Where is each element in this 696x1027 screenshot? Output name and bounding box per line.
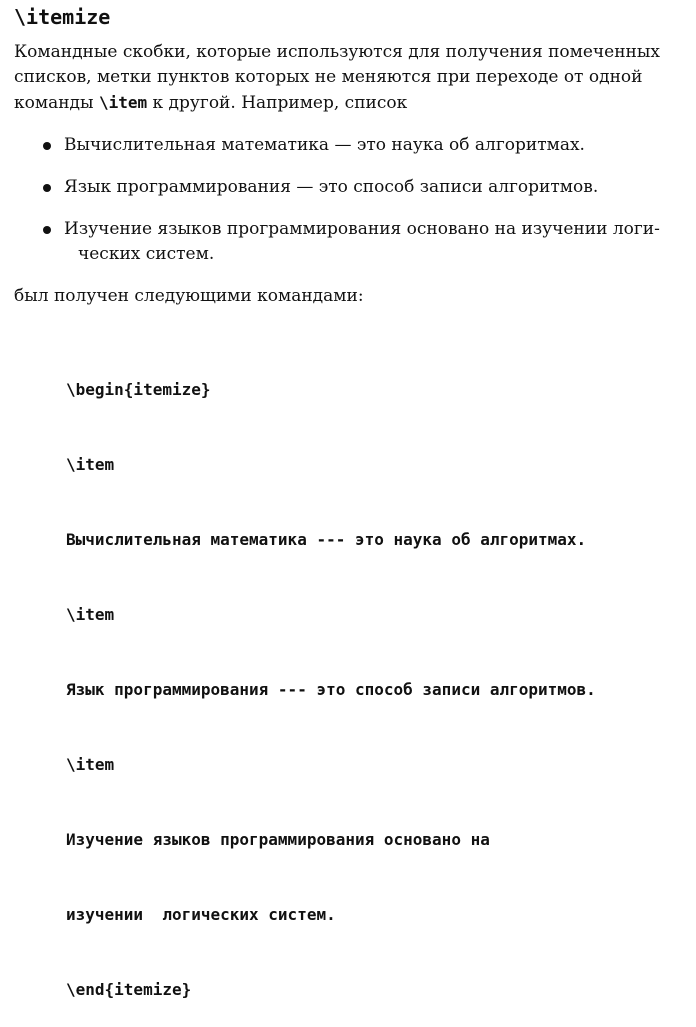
- code-line: \item: [66, 455, 115, 474]
- code-line: \item: [66, 605, 115, 624]
- inline-command: \item: [98, 93, 148, 112]
- bullet-icon: [43, 226, 51, 234]
- list-item-line-2: ческих систем.: [78, 244, 215, 264]
- code-line: \begin{itemize}: [66, 380, 211, 399]
- code-block: [66, 327, 596, 1027]
- bullet-icon: [43, 142, 51, 150]
- intro-line-3: [14, 90, 686, 116]
- list-item-text: Вычислительная математика — это наука об алгоритмах.: [64, 135, 585, 155]
- intro-line-2: списков, метки пунктов которых не меняются при переходе от одной: [14, 67, 643, 87]
- page-title: \itemize: [14, 5, 111, 29]
- code-line: Вычислительная математика --- это наука об алгоритмах.: [66, 530, 587, 549]
- list-item-text: [64, 217, 684, 267]
- intro-paragraph: [14, 40, 686, 116]
- intro-line-3-tail: к другой. Например, список: [147, 93, 408, 113]
- list-item-text: Язык программирования — это способ записи алгоритмов.: [64, 177, 599, 197]
- code-line: Язык программирования --- это способ записи алгоритмов.: [66, 680, 596, 699]
- intro-line-3-text: команды: [14, 93, 99, 113]
- outro-paragraph: был получен следующими командами:: [14, 286, 364, 306]
- code-line: \item: [66, 755, 115, 774]
- code-line: Изучение языков программирования основано на: [66, 830, 490, 849]
- list-item-line-1: Изучение языков программирования основано на изучении логи-: [64, 219, 660, 239]
- code-line: изучении логических систем.: [66, 905, 336, 924]
- intro-line-1: Командные скобки, которые используются для получения помеченных: [14, 42, 661, 62]
- bullet-icon: [43, 184, 51, 192]
- code-line: \end{itemize}: [66, 980, 192, 999]
